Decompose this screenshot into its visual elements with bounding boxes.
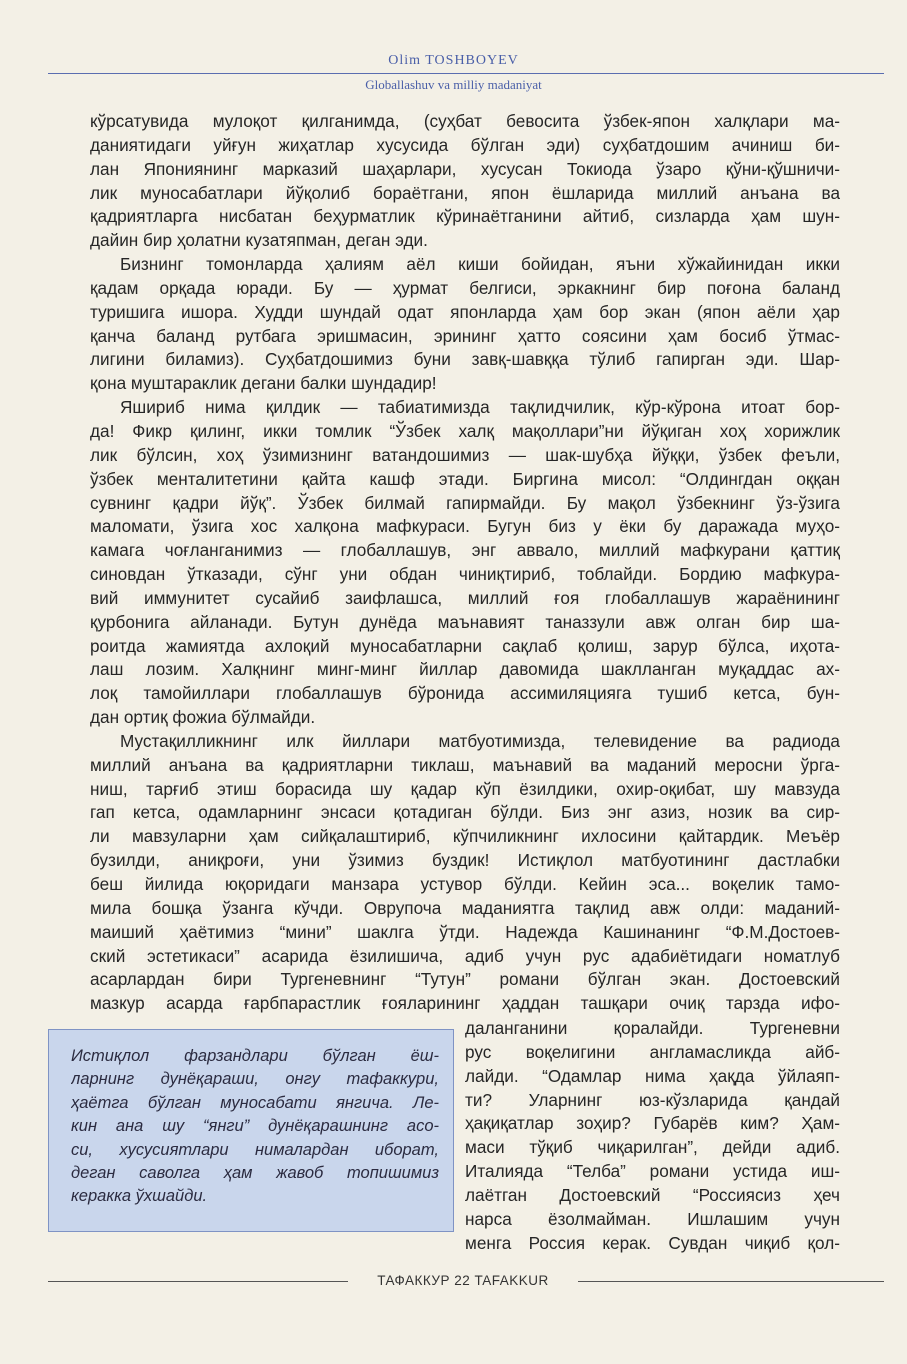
text-line: ский эстетикаси” асарида ёзилишича, адиб учун рус адабиётидаги номатлуб [90, 945, 840, 966]
text-line: миллий анъана ва қадриятларни тиклаш, маънавий ва маданий меросни ўрга- [90, 754, 840, 775]
text-line: гап кетса, одамларнинг энсаси қотадиган бўлди. Биз энг азиз, нозик ва сир- [90, 802, 840, 823]
text-line: даланганини қоралайди. Тургеневни [465, 1018, 840, 1038]
quote-line: деган саволга ҳам жавоб топишимиз [71, 1163, 439, 1182]
pull-quote [48, 1029, 454, 1232]
text-line: лаш лозим. Халқнинг минг-минг йиллар давомида шаклланган муқаддас ах- [90, 659, 840, 680]
text-line: да! Фикр қилинг, икки томлик “Ўзбек халқ мақоллари”ни йўқиган хоҳ хорижлик [90, 420, 840, 441]
text-line: дайин бир ҳолатни кузатяпман, деган эди. [90, 230, 428, 251]
text-line: ли мавзуларни ҳам сийқалаштириб, кўпчиликнинг ихлосини қайтардик. Меъёр [90, 826, 840, 847]
text-line: ҳақиқатлар зоҳир? Губарёв ким? Ҳам- [465, 1113, 840, 1134]
text-line: қадам орқада юради. Бу — ҳурмат белгиси, эркакнинг бир поғона баланд [90, 277, 840, 298]
footer-rule-right [578, 1281, 884, 1282]
text-line: маси тўқиб чиқарилган”, дейди адиб. [465, 1137, 840, 1158]
quote-line: керакка ўхшайди. [71, 1187, 208, 1206]
header-rule [48, 73, 884, 74]
text-line: лан Япониянинг марказий шаҳарлари, хусусан Токиода ўзаро қўни-қўшничи- [90, 158, 840, 179]
text-line: қона муштараклик дегани балки шундадир! [90, 373, 437, 394]
text-line: даниятидаги уйғун жиҳатлар хусусида бўлган эди) суҳбатдошим ачиниш би- [90, 134, 840, 155]
text-line: мазкур асарда ғарбпарастлик ғояларининг ҳаддан ташқари очиқ тарзда ифо- [90, 993, 840, 1014]
text-line: беш йилида юқоридаги манзара устувор бўлди. Кейин эса... воқелик тамо- [90, 874, 840, 894]
text-line: ти? Уларнинг юз-кўзларида қандай [465, 1089, 840, 1110]
text-line: мила бошқа ўзанга кўчди. Оврупоча маданиятга тақлид авж олди: маданий- [90, 897, 840, 918]
text-line: лигини биламиз). Суҳбатдошимиз буни завқ-шавққа тўлиб гапирган эди. Шар- [90, 349, 840, 370]
text-line: асарлардан бири Тургеневнинг “Тутун” романи бўлган экан. Достоевский [90, 969, 840, 990]
text-line: нарса ёзолмайман. Ишлашим учун [465, 1208, 840, 1229]
text-line: Яшириб нима қилдик — табиатимизда тақлидчилик, кўр-кўрона итоат бор- [120, 397, 840, 418]
footer-rule-left [48, 1281, 348, 1282]
text-line: маломати, ўзига хос халқона мафкураси. Бугун биз у ёки бу даражада муҳо- [90, 516, 840, 537]
text-line: лик муносабатлари йўқолиб бораётгани, япон ёшларида миллий анъана ва [90, 182, 840, 203]
text-line: дан ортиқ фожиа бўлмайди. [90, 707, 316, 728]
text-line: камага чоғланганимиз — глобаллашув, энг аввало, миллий мафкурани қаттиқ [90, 540, 840, 561]
right-column-text [465, 1017, 840, 1255]
text-line: қадриятларга нисбатан беҳурматлик кўринаётганини айтиб, сизларда ҳам шун- [90, 206, 840, 227]
text-line: роитда жамиятда ахлоқий муносабатларни сақлаб қолиш, зарур бўлса, иҳота- [90, 635, 840, 656]
text-line: Бизнинг томонларда ҳалиям аёл киши бойидан, яъни хўжайинидан икки [120, 254, 840, 275]
footer-magazine-cyrillic: ТАФАККУР [377, 1273, 450, 1288]
author-name: Olim TOSHBOYEV [388, 53, 519, 68]
text-line: лайди. “Одамлар нима ҳақда ўйлаяп- [465, 1065, 840, 1086]
text-line: туришига ишора. Худди шундай одат японларда ҳам бор экан (япон аёли ҳар [90, 301, 840, 322]
body-text [90, 110, 840, 1016]
text-line: менга Россия керак. Сувдан чиқиб қол- [465, 1232, 840, 1253]
quote-line: ларнинг дунёқараши, онгу тафаккури, [71, 1070, 439, 1089]
quote-line: си, хусусиятлари нималардан иборат, [71, 1140, 439, 1159]
text-line: қанча баланд рутбага эришмасин, эрининг ҳатто соясини ҳам босиб ўтмас- [90, 325, 840, 346]
text-line: лоқ тамойиллари глобаллашув бўронида ассимиляцияга тушиб кетса, бун- [90, 683, 840, 704]
running-header [0, 52, 907, 70]
footer-label [348, 1271, 578, 1291]
running-subtitle: Globallashuv va milliy madaniyat [365, 77, 542, 92]
text-line: сувнинг қадри йўқ”. Ўзбек билмай гапирмайди. Бу мақол ўзбекнинг ўз-ўзига [90, 492, 840, 513]
page-number: 22 [454, 1273, 471, 1288]
text-line: қурбонига айланади. Бутун дунёда маънавият таназзули авж олган бир ша- [90, 611, 840, 632]
text-line: Мустақилликнинг илк йиллари матбуотимизда, телевидение ва радиода [120, 730, 840, 751]
text-line: маиший ҳаётимиз “мини” шаклга ўтди. Надежда Кашинанинг “Ф.М.Достоев- [90, 921, 840, 942]
text-line: синовдан ўтказади, сўнг уни обдан чиниқтириб, тоблайди. Бордию мафкура- [90, 564, 840, 585]
text-line: Италияда “Телба” романи устида иш- [465, 1161, 840, 1182]
text-line: кўрсатувида мулоқот қилганимда, (суҳбат бевосита ўзбек-япон халқлари ма- [90, 111, 840, 131]
quote-line: Истиқлол фарзандлари бўлган ёш- [71, 1047, 439, 1065]
text-line: лаётган Достоевский “Россиясиз ҳеч [465, 1184, 840, 1205]
footer-magazine-latin: TAFAKKUR [474, 1273, 549, 1288]
text-line: лик бўлсин, хоҳ ўзимизнинг ватандошимиз — шак-шубҳа йўққи, ўзбек феъли, [90, 444, 840, 465]
quote-line: ҳаётга бўлган муносабати янгича. Ле- [71, 1093, 439, 1112]
quote-line: кин ана шу “янги” дунёқарашнинг асо- [71, 1117, 439, 1136]
text-line: ниш, тарғиб этиш борасида шу қадар кўп ёзилдики, охир-оқибат, шу мавзуда [90, 778, 840, 799]
text-line: ўзбек менталитетини қайта кашф этади. Биргина мисол: “Олдингдан оққан [90, 468, 840, 489]
page-footer [48, 1271, 884, 1291]
text-line: рус воқелигини англамасликда айб- [465, 1041, 840, 1062]
text-line: бузилди, аниқроғи, уни ўзимиз буздик! Истиқлол матбуотининг дастлабки [90, 850, 840, 871]
text-line: вий иммунитет сусайиб заифлашса, миллий ғоя глобаллашув жараёнининг [90, 587, 840, 608]
